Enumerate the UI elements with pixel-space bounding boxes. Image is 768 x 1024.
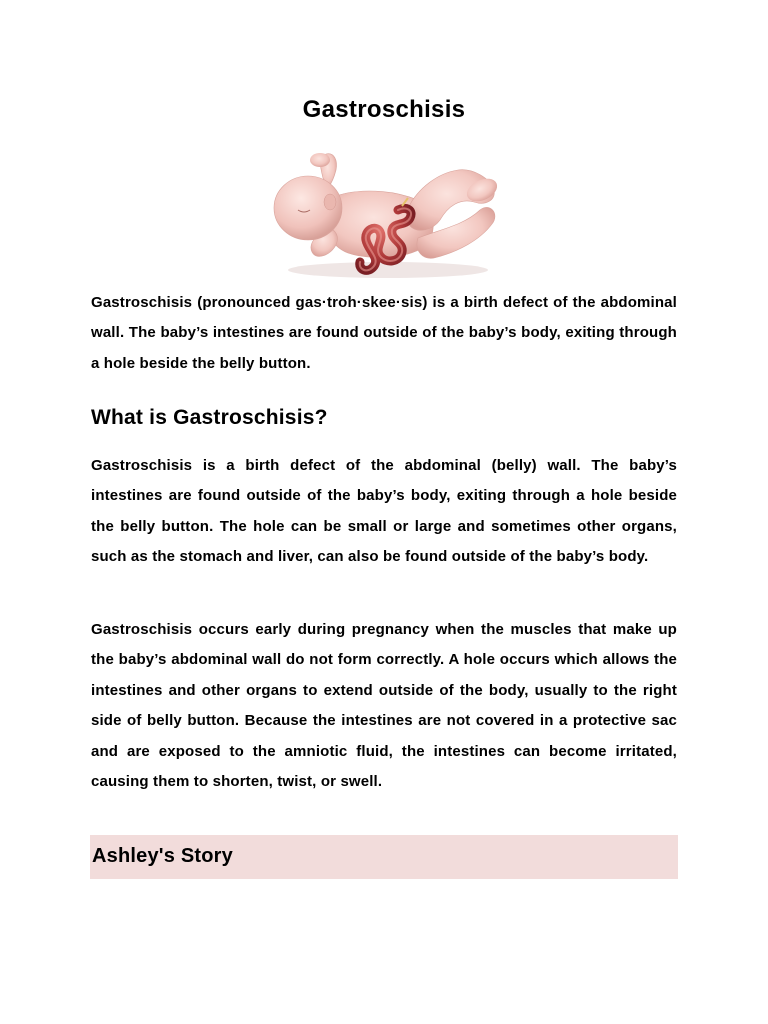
- section-heading: What is Gastroschisis?: [91, 406, 328, 429]
- page-title: Gastroschisis: [302, 96, 466, 123]
- section-paragraph: Gastroschisis is a birth defect of the abdominal (belly) wall. The baby’s intestines are found outside of the baby’s body, exiting through a hole beside the belly button. The hole can be small or large and sometimes other organs, such as the stomach and liver, can also be found outside of the baby’s body.: [91, 457, 677, 566]
- section-paragraph: Gastroschisis occurs early during pregnancy when the muscles that make up the baby’s abdominal wall do not form correctly. A hole occurs which allows the intestines and other organs to extend outside of the body, usually to the right side of belly button. Because the intestines are not covered in a protective sac and are exposed to the amniotic fluid, the intestines can become irritated, causing them to shorten, twist, or swell.: [91, 621, 677, 791]
- intro-paragraph-block: [91, 288, 677, 379]
- section-paragraph-block-1: [91, 451, 677, 573]
- story-heading-band: [90, 835, 678, 879]
- section-paragraph-block-2: [91, 615, 677, 797]
- intro-paragraph: Gastroschisis (pronounced gas·troh·skee·sis) is a birth defect of the abdominal wall. The baby’s intestines are found outside of the baby’s body, exiting through a hole beside the belly button.: [91, 294, 677, 372]
- baby-with-gastroschisis-image: [268, 148, 504, 282]
- story-heading: Ashley's Story: [92, 845, 233, 867]
- baby-illustration: [268, 148, 504, 282]
